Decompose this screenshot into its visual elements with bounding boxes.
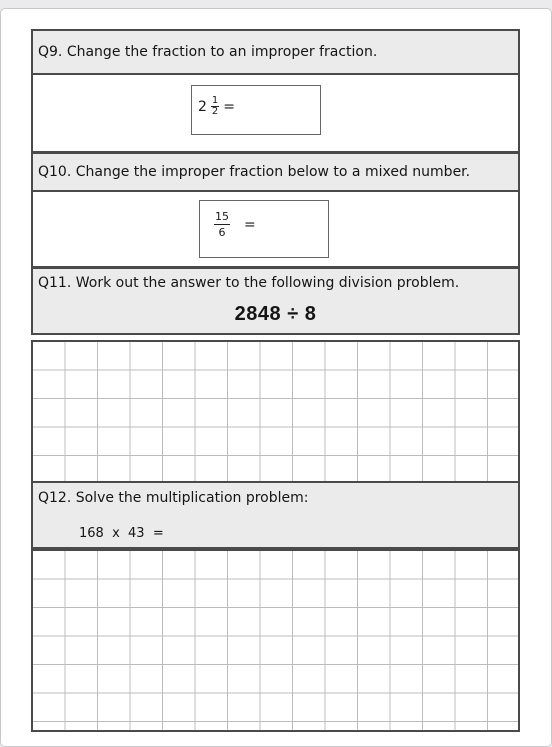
q9-mixed-number bbox=[198, 96, 235, 117]
q9-equals: = bbox=[223, 98, 236, 115]
q10-denominator: 6 bbox=[218, 226, 226, 239]
worksheet-page bbox=[0, 8, 552, 747]
q10-equals: = bbox=[244, 216, 256, 233]
q10-improper-fraction bbox=[214, 211, 256, 238]
q9-numerator: 1 bbox=[211, 95, 219, 106]
q10-question-text: Q10. Change the improper fraction below to a mixed number. bbox=[38, 164, 471, 180]
q9-answer-area bbox=[31, 73, 520, 153]
q12-multiplication-problem: 168 x 43 = bbox=[79, 526, 164, 541]
q10-header bbox=[31, 152, 520, 192]
q10-answer-area bbox=[31, 190, 520, 268]
q11-header bbox=[31, 267, 520, 335]
q11-question-text: Q11. Work out the answer to the following division problem. bbox=[38, 275, 460, 291]
q11-division-problem: 2848 ÷ 8 bbox=[234, 303, 317, 325]
q12-working-grid[interactable] bbox=[31, 549, 520, 732]
q9-whole: 2 bbox=[198, 98, 207, 115]
q9-answer-box[interactable] bbox=[191, 85, 321, 135]
q10-numerator: 15 bbox=[215, 210, 229, 223]
q9-fraction bbox=[211, 96, 219, 117]
q10-fraction bbox=[214, 211, 230, 238]
q10-answer-box[interactable] bbox=[199, 200, 329, 258]
q9-header bbox=[31, 29, 520, 75]
q9-question-text: Q9. Change the fraction to an improper fraction. bbox=[38, 44, 378, 60]
q11-working-grid[interactable] bbox=[31, 340, 520, 487]
q12-question-text: Q12. Solve the multiplication problem: bbox=[38, 490, 309, 506]
q12-header bbox=[31, 481, 520, 549]
q9-denominator: 2 bbox=[211, 106, 219, 117]
